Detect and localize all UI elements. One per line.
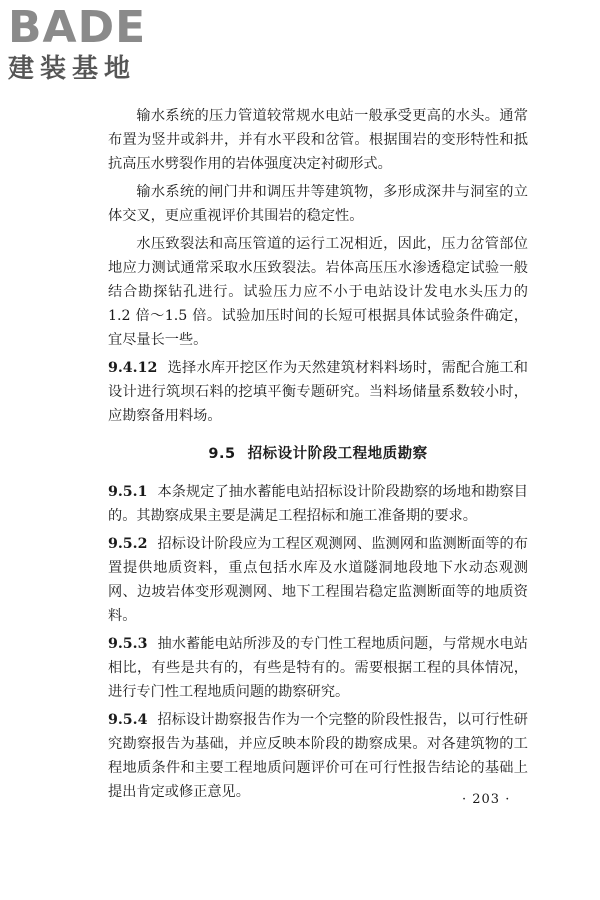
page-number: · 203 · xyxy=(462,792,511,807)
clause-9-5-4 xyxy=(108,708,528,804)
section-title: 招标设计阶段工程地质勘察 xyxy=(247,446,428,462)
clause-9-4-12 xyxy=(108,356,528,428)
clause-text: 招标设计勘察报告作为一个完整的阶段性报告，以可行性研究勘察报告为基础，并应反映本阶段的勘察成果。对各建筑物的工程地质条件和主要工程地质问题评价可在可行性报告结论的基础上提出肯定或修正意见。 xyxy=(108,712,528,800)
section-number: 9.5 xyxy=(208,446,236,462)
clause-number: 9.5.2 xyxy=(108,536,148,552)
clause-9-5-1 xyxy=(108,480,528,528)
section-heading xyxy=(108,442,528,466)
clause-9-5-3 xyxy=(108,632,528,704)
clause-number: 9.5.3 xyxy=(108,636,148,652)
watermark-subtitle: 建装基地 xyxy=(8,54,137,84)
clause-9-5-2 xyxy=(108,532,528,628)
clause-number: 9.5.1 xyxy=(108,484,148,500)
watermark-brand: BADE xyxy=(8,2,147,53)
clause-text: 招标设计阶段应为工程区观测网、监测网和监测断面等的布置提供地质资料，重点包括水库及水道隧洞地段地下水动态观测网、边坡岩体变形观测网、地下工程围岩稳定监测断面等的地质资料。 xyxy=(108,536,528,624)
clause-number: 9.4.12 xyxy=(108,360,158,376)
clause-text: 本条规定了抽水蓄能电站招标设计阶段勘察的场地和勘察目的。其勘察成果主要是满足工程招标和施工准备期的要求。 xyxy=(108,484,528,524)
paragraph-pressure-pipe: 输水系统的压力管道较常规水电站一般承受更高的水头。通常布置为竖井或斜井，并有水平段和岔管。根据围岩的变形特性和抵抗高压水劈裂作用的岩体强度决定衬砌形式。 xyxy=(108,108,528,172)
paragraph-hydraulic-fracturing: 水压致裂法和高压管道的运行工况相近，因此，压力岔管部位地应力测试通常采取水压致裂法。岩体高压压水渗透稳定试验一般结合勘探钻孔进行。试验压力应不小于电站设计发电水头压力的 1.2 倍～1.5 倍。试验加压时间的长短可根据具体试验条件确定，宜尽量长一些。 xyxy=(108,236,528,348)
watermark-logo xyxy=(8,4,178,84)
clause-text: 选择水库开挖区作为天然建筑材料料场时，需配合施工和设计进行筑坝石料的挖填平衡专题研究。当料场储量系数较小时，应勘察备用料场。 xyxy=(108,360,528,424)
clause-number: 9.5.4 xyxy=(108,712,148,728)
clause-text: 抽水蓄能电站所涉及的专门性工程地质问题，与常规水电站相比，有些是共有的，有些是特有的。需要根据工程的具体情况，进行专门性工程地质问题的勘察研究。 xyxy=(108,636,528,700)
page-body xyxy=(108,104,528,808)
paragraph-gate-shaft: 输水系统的闸门井和调压井等建筑物，多形成深井与洞室的立体交叉，更应重视评价其围岩的稳定性。 xyxy=(108,184,528,224)
